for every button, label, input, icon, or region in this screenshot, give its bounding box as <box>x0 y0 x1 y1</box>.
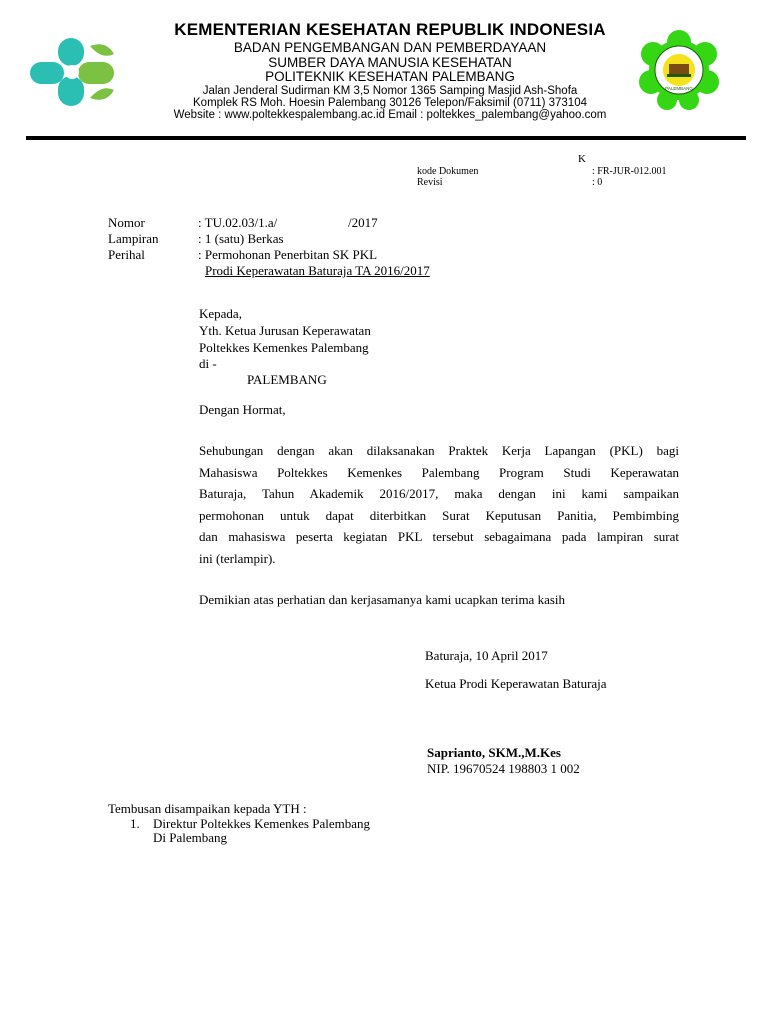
recipient-line-2: Poltekkes Kemenkes Palembang <box>199 340 369 355</box>
paragraph-last-line: ini (terlampir). <box>199 550 276 566</box>
institution-name: POLITEKNIK KESEHATAN PALEMBANG <box>265 69 515 84</box>
signer-name: Saprianto, SKM.,M.Kes <box>427 745 561 760</box>
seal-text: PALEMBANG <box>665 86 693 91</box>
greeting: Dengan Hormat, <box>199 402 286 417</box>
contact-line: Website : www.poltekkespalembang.ac.id Email : poltekkes_palembang@yahoo.com <box>173 109 607 121</box>
paragraph-line: Sehubungan dengan akan dilaksanakan Praktek Kerja Lapangan (PKL) bagi <box>199 443 679 458</box>
closing-sentence: Demikian atas perhatian dan kerjasamanya kami ucapkan terima kasih <box>199 592 566 607</box>
doc-k-letter: K <box>578 153 586 165</box>
nomor-year: /2017 <box>348 215 378 230</box>
recipient-di: di - <box>199 356 217 371</box>
nomor-value: : TU.02.03/1.a/ <box>198 215 278 230</box>
address-line-2: Komplek RS Moh. Hoesin Palembang 30126 Telepon/Faksimil (0711) 373104 <box>193 97 587 109</box>
cc-item-line-1: Direktur Poltekkes Kemenkes Palembang <box>153 816 370 831</box>
lampiran-value: : 1 (satu) Berkas <box>198 231 284 246</box>
perihal-value-line2: Prodi Keperawatan Baturaja TA 2016/2017 <box>205 263 430 278</box>
paragraph-line: Mahasiswa Poltekkes Kemenkes Palembang Program Studi Keperawatan <box>199 464 679 480</box>
signer-nip: NIP. 19670524 198803 1 002 <box>427 761 580 776</box>
cc-item-line-2: Di Palembang <box>153 830 228 845</box>
nomor-label: Nomor <box>108 215 145 230</box>
cc-item-number: 1. <box>130 816 140 831</box>
recipient-line-1: Yth. Ketua Jurusan Keperawatan <box>199 323 371 338</box>
signer-position: Ketua Prodi Keperawatan Baturaja <box>425 676 607 691</box>
agency-line-1: BADAN PENGEMBANGAN DAN PEMBERDAYAAN <box>233 40 547 55</box>
paragraph-line: dan mahasiswa peserta kegiatan PKL tersebut sebagaimana pada lampiran surat <box>199 529 679 544</box>
cc-heading: Tembusan disampaikan kepada YTH : <box>108 801 307 816</box>
body-paragraph <box>199 440 679 569</box>
recipient-kepada: Kepada, <box>199 306 242 321</box>
kemenkes-logo-icon <box>28 36 120 108</box>
place-date: Baturaja, 10 April 2017 <box>425 648 548 663</box>
header-divider <box>26 136 746 140</box>
paragraph-line: permohonan untuk dapat diterbitkan Surat Keputusan Panitia, Pembimbing <box>199 507 679 523</box>
perihal-value: : Permohonan Penerbitan SK PKL <box>198 247 378 262</box>
kode-dokumen-value: : FR-JUR-012.001 <box>592 166 667 177</box>
kode-dokumen-label: kode Dokumen <box>417 166 479 177</box>
recipient-city: PALEMBANG <box>247 372 327 387</box>
address-line-1: Jalan Jenderal Sudirman KM 3,5 Nomor 1365 Samping Masjid Ash-Shofa <box>202 85 578 97</box>
ministry-title: KEMENTERIAN KESEHATAN REPUBLIK INDONESIA <box>174 20 606 39</box>
lampiran-label: Lampiran <box>108 231 159 246</box>
agency-line-2: SUMBER DAYA MANUSIA KESEHATAN <box>268 55 512 70</box>
revisi-value: : 0 <box>592 177 603 188</box>
poltekkes-seal-icon <box>637 30 721 110</box>
revisi-label: Revisi <box>417 177 443 188</box>
perihal-label: Perihal <box>108 247 145 262</box>
paragraph-line: Baturaja, Tahun Akademik 2016/2017, maka dengan ini kami sampaikan <box>199 486 679 501</box>
